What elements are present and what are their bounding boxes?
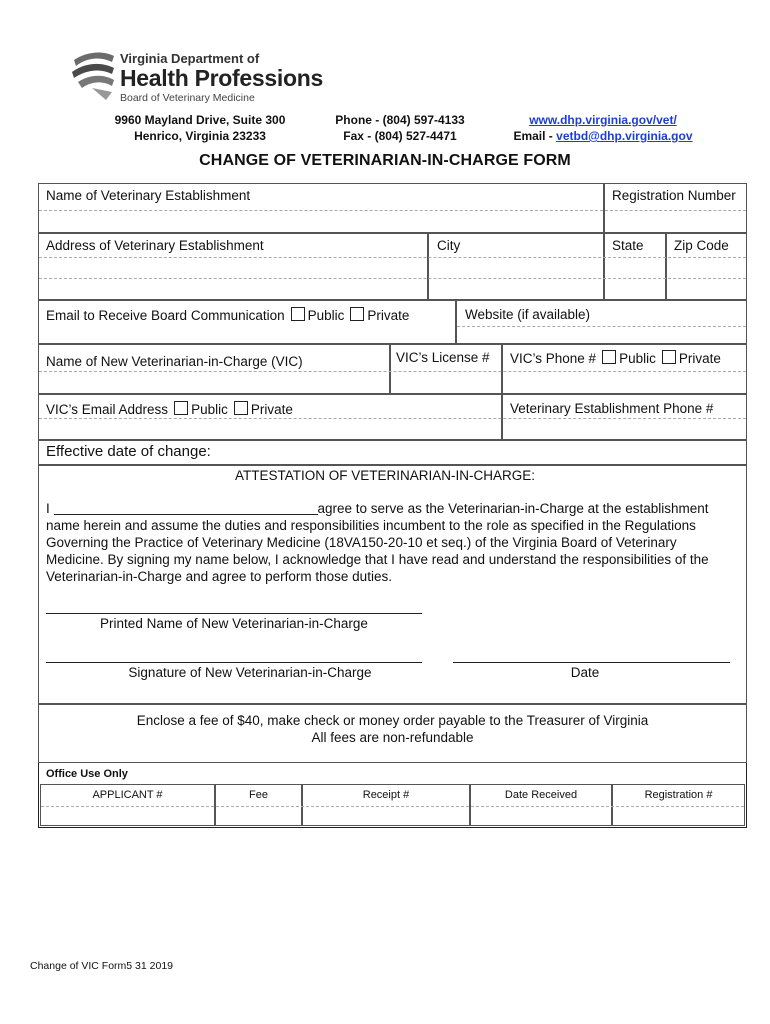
public-checkbox[interactable] [291,307,305,321]
email-comm-label: Email to Receive Board Communication [46,308,285,323]
establishment-name-label: Name of Veterinary Establishment [46,188,251,203]
field-divider [39,371,746,372]
address-line-1: 9960 Mayland Drive, Suite 300 [114,113,286,127]
fee-line-2: All fees are non-refundable [311,730,474,745]
website-link[interactable]: www.dhp.virginia.gov/vet/ [529,113,677,127]
private-label: Private [367,308,410,323]
private-checkbox[interactable] [350,307,364,321]
email-comm-row [46,307,409,323]
phone-text: Phone - (804) 597-4133 [335,113,465,127]
field-divider [457,326,746,327]
signature-label: Signature of New Veterinarian-in-Charge [128,665,372,680]
office-header-receipt: Receipt # [362,789,410,801]
office-header-registration: Registration # [644,789,713,801]
new-vic-name-field[interactable] [38,344,390,394]
address-label: Address of Veterinary Establishment [46,238,264,253]
field-divider [39,210,603,211]
effective-date-label: Effective date of change: [46,443,211,460]
vic-phone-public-label: Public [619,351,656,366]
logo-line-1: Virginia Department of [120,51,260,66]
vic-email-public-checkbox[interactable] [174,401,188,415]
vic-phone-private-label: Private [678,351,721,366]
form-title: CHANGE OF VETERINARIAN-IN-CHARGE FORM [199,152,571,169]
form-footer: Change of VIC Form5 31 2019 [30,960,174,972]
signature-line[interactable] [46,662,422,663]
board-address [100,112,300,144]
date-line[interactable] [453,662,730,663]
establishment-phone-label: Veterinary Establishment Phone # [510,401,714,416]
new-vic-name-label: Name of New Veterinarian-in-Charge (VIC) [46,354,303,369]
zip-label: Zip Code [674,238,729,253]
field-divider [39,418,746,419]
printed-name-label: Printed Name of New Veterinarian-in-Charge [100,616,368,631]
attestation-prefix: I [46,501,54,516]
fee-line-1: Enclose a fee of $40, make check or money order payable to the Treasurer of Virginia [136,713,649,728]
field-divider [41,806,744,807]
office-header-fee: Fee [249,789,268,801]
vic-email-public-label: Public [191,402,228,417]
vic-phone-label: VIC’s Phone # [510,351,597,366]
registration-number-label: Registration Number [612,188,736,203]
dhp-logo-icon [68,50,118,102]
vic-license-label: VIC’s License # [396,350,490,365]
state-label: State [612,238,644,253]
public-label: Public [307,308,345,323]
date-label: Date [570,665,600,680]
attestation-first-line [46,501,709,516]
logo-line-3: Board of Veterinary Medicine [120,92,255,104]
dhp-logo [68,48,328,110]
attestation-heading: ATTESTATION OF VETERINARIAN-IN-CHARGE: [234,468,535,483]
attestation-body: name herein and assume the duties and responsibilities incumbent to the role as specified in the Regulations Governing the Practice of Veterinary Medicine (18VA150-20-10 et seq.) of the Virginia Board of Veterinary Medicine. By signing my name below, I acknowledge that I have read and understand the responsibilities of the Veterinarian-in-Charge and agree to perform those duties. [46,518,709,584]
address-line-2: Henrico, Virginia 23233 [134,129,266,143]
attestor-name-blank[interactable] [54,502,318,515]
fax-text: Fax - (804) 527-4471 [343,129,457,143]
field-divider [605,210,746,211]
city-label: City [437,238,461,253]
email-label: Email - [513,129,557,143]
logo-line-2: Health Professions [120,65,323,91]
vic-email-label: VIC’s Email Address [46,402,169,417]
website-label: Website (if available) [465,307,591,322]
board-phone-fax [320,112,480,144]
field-divider [39,278,746,279]
attestation-line1: agree to serve as the Veterinarian-in-Charge at the establishment [317,501,709,516]
field-divider [39,257,746,258]
office-header-applicant: APPLICANT # [92,789,163,801]
office-use-heading: Office Use Only [46,768,128,780]
vic-email-private-checkbox[interactable] [234,401,248,415]
office-header-date-received: Date Received [504,789,578,801]
printed-name-line[interactable] [46,613,422,614]
vic-email-row [46,401,293,417]
email-link[interactable]: vetbd@dhp.virginia.gov [556,129,693,143]
vic-phone-row [510,350,721,366]
vic-email-private-label: Private [250,402,293,417]
vic-phone-private-checkbox[interactable] [662,350,676,364]
board-web-email [498,112,708,144]
vic-phone-public-checkbox[interactable] [602,350,616,364]
